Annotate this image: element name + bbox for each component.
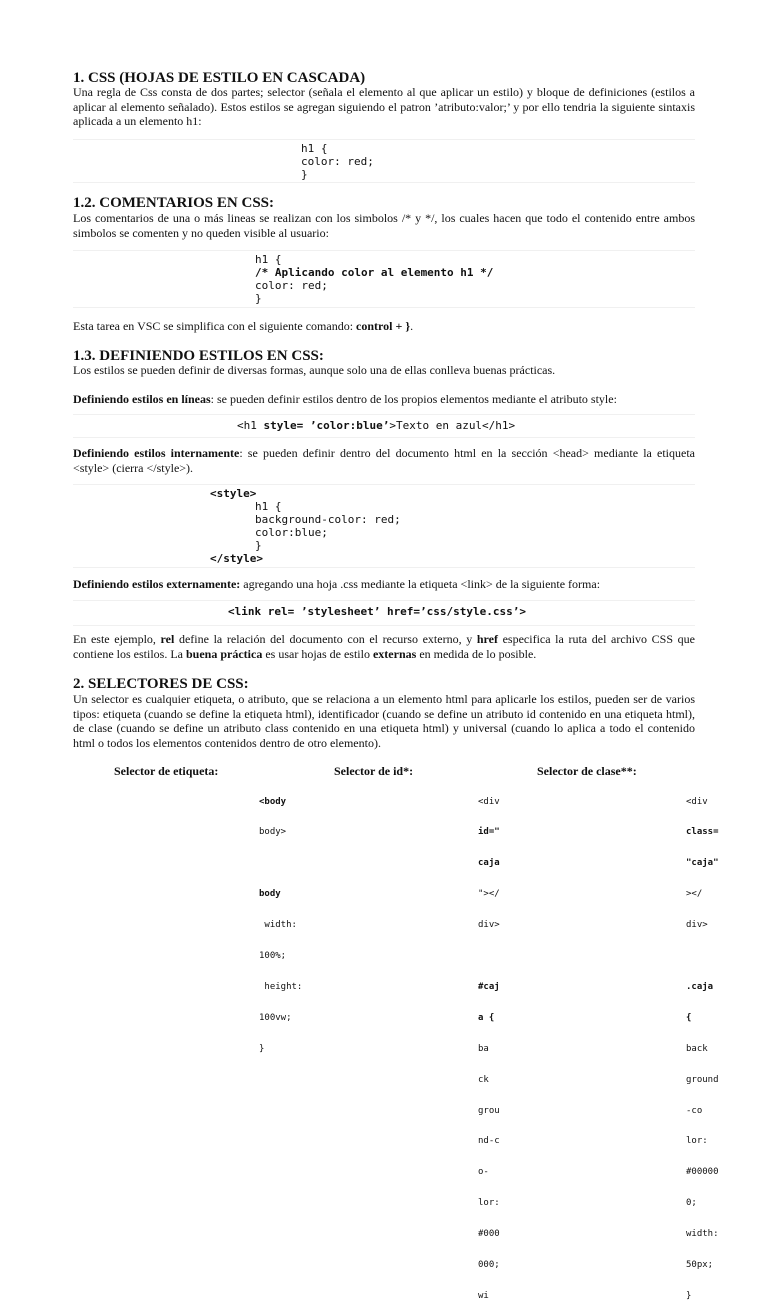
- code-line: [237, 420, 515, 433]
- code-column-id: [478, 776, 500, 1311]
- shortcut-text: control + }: [356, 319, 411, 333]
- bold-text: rel: [160, 632, 175, 646]
- code-line: class=: [686, 827, 719, 838]
- paragraph-internal-styles: [73, 446, 695, 475]
- code-line: }: [255, 292, 262, 305]
- code-line: ground: [686, 1074, 719, 1085]
- code-line: a {: [478, 1012, 495, 1023]
- bold-label: Definiendo estilos internamente: [73, 446, 240, 460]
- code-line: [478, 951, 500, 961]
- code-line: }: [301, 168, 308, 181]
- code-line: <div: [478, 796, 500, 807]
- selector-class-title: Selector de clase**:: [537, 764, 637, 778]
- text: es usar hojas de estilo: [262, 646, 373, 661]
- code-bold: style= ’color:blue’: [263, 419, 390, 432]
- section-title-comments: 1.2. COMENTARIOS EN CSS:: [73, 195, 274, 211]
- code-line: body: [259, 889, 281, 900]
- code-line: }: [255, 539, 262, 552]
- paragraph-vsc-shortcut: [73, 319, 695, 334]
- text: .: [410, 319, 414, 333]
- section-title-selectors: 2. SELECTORES DE CSS:: [73, 676, 249, 692]
- text: especifica la ruta del archivo CSS que contiene los estilos. La: [73, 632, 695, 661]
- code-line: background-color: red;: [255, 513, 401, 526]
- paragraph-inline-styles: [73, 392, 695, 407]
- code-line: ba: [478, 1043, 489, 1054]
- section-title-defining-styles: 1.3. DEFINIENDO ESTILOS EN CSS:: [73, 348, 324, 364]
- code-line: color:blue;: [255, 526, 328, 539]
- code-line: 50px;: [686, 1259, 714, 1270]
- code-line: 000;: [478, 1259, 500, 1270]
- code-line: o-: [478, 1167, 489, 1178]
- text: : se pueden definir dentro del documento html en la sección <head> mediante la etiqueta <style> (cierra </style>).: [73, 446, 695, 475]
- code-line: }: [259, 1043, 265, 1054]
- paragraph-external-styles: [73, 577, 695, 592]
- code-line: <style>: [210, 487, 257, 500]
- code-line: #caj: [478, 981, 500, 992]
- text: En este ejemplo,: [73, 632, 161, 646]
- code-line: {: [686, 1012, 692, 1023]
- text: agregando una hoja .css mediante la etiqueta <link> de la siguiente forma:: [240, 577, 601, 591]
- code-line: "></: [478, 889, 500, 900]
- paragraph-defining-intro: Los estilos se pueden definir de diversas formas, aunque solo una de ellas conlleva buenas prácticas.: [73, 363, 556, 377]
- code-column-tag: [259, 776, 302, 1064]
- code-line: height:: [259, 981, 303, 992]
- code-line: .caja: [686, 981, 714, 992]
- code-line: -co: [686, 1105, 703, 1116]
- code-line: #000: [478, 1229, 500, 1240]
- code-line: h1 {: [301, 142, 328, 155]
- code-block-internal: [73, 484, 695, 568]
- code-line: id=": [478, 827, 500, 838]
- code-line: <div: [686, 796, 708, 807]
- code-line: width:: [259, 920, 297, 931]
- code-line: ></: [686, 889, 703, 900]
- paragraph-selectors: Un selector es cualquier etiqueta, o atributo, que se relaciona a un elemento html para aplicarle los estilos, pueden ser de varios tipos: etiqueta (cuando se define la etiqueta html), identificador (cuando se define un atributo id contenido en una etiqueta html), de clase (cuando se define un atributo class contenido en una etiqueta html) y universal (cuando lo aplica a todo el contenido html o todos los elementos contenidos dentro de otro elemento).: [73, 692, 695, 750]
- code-column-class: [686, 776, 719, 1311]
- code-block-h1: [73, 139, 695, 183]
- code-line: width:: [686, 1229, 719, 1240]
- code-line: 100vw;: [259, 1012, 292, 1023]
- code-line: nd-c: [478, 1136, 500, 1147]
- paragraph-comments: Los comentarios de una o más lineas se realizan con los simbolos /* y */, los cuales hacen que todo el contenido entre ambos simbolos se comenten y no queden visible al usuario:: [73, 211, 695, 240]
- bold-text: externas: [372, 646, 417, 661]
- code-block-external: [73, 600, 695, 626]
- code-line: </style>: [210, 552, 263, 565]
- text: Esta tarea en VSC se simplifica con el siguiente comando:: [73, 319, 357, 333]
- selector-tag-title: Selector de etiqueta:: [114, 764, 219, 778]
- code-line: color: red;: [255, 279, 328, 292]
- code-text: >Texto en azul</h1>: [389, 419, 516, 432]
- code-line: div>: [686, 920, 708, 931]
- section-title-css: 1. CSS (HOJAS DE ESTILO EN CASCADA): [73, 70, 366, 86]
- text: define la relación del documento con el recurso externo, y: [174, 632, 477, 646]
- code-line: grou: [478, 1105, 500, 1116]
- bold-text: buena práctica: [185, 646, 263, 661]
- bold-label: Definiendo estilos en líneas: [73, 392, 211, 406]
- code-line: color: red;: [301, 155, 374, 168]
- code-text: <h1: [237, 419, 264, 432]
- code-line: body>: [259, 827, 287, 838]
- code-line: <body: [259, 796, 287, 807]
- code-line: 0;: [686, 1198, 697, 1209]
- code-line: ck: [478, 1074, 489, 1085]
- selector-id-title: Selector de id*:: [334, 764, 414, 778]
- code-line: 100%;: [259, 951, 287, 962]
- code-line: <link rel= ’stylesheet’ href=’css/style.css’>: [228, 605, 527, 618]
- code-line: [686, 951, 719, 961]
- code-line: h1 {: [255, 500, 282, 513]
- code-line: back: [686, 1043, 708, 1054]
- code-line: [259, 858, 302, 868]
- bold-label: Definiendo estilos externamente:: [73, 577, 241, 591]
- code-line: lor:: [478, 1198, 500, 1209]
- code-line: "caja": [686, 858, 719, 869]
- code-block-inline: [73, 414, 695, 438]
- code-line: }: [686, 1290, 692, 1301]
- code-line: wi: [478, 1290, 489, 1301]
- text: en medida de lo posible.: [416, 646, 537, 661]
- code-comment-line: /* Aplicando color al elemento h1 */: [255, 266, 494, 279]
- code-line: h1 {: [255, 253, 282, 266]
- paragraph-css-rule: Una regla de Css consta de dos partes; selector (señala el elemento al que aplicar un estilo) y bloque de definiciones (estilos a aplicar al elemento señalado). Estos estilos se agregan siguiendo el patron ’atributo:valor;’ y por ello tendria la siguiente sintaxis aplicada a un elemento h1:: [73, 85, 695, 128]
- paragraph-external-explanation: [73, 632, 695, 661]
- code-line: #00000: [686, 1167, 719, 1178]
- code-line: lor:: [686, 1136, 708, 1147]
- text: : se pueden definir estilos dentro de los propios elementos mediante el atributo style:: [210, 392, 617, 406]
- code-line: caja: [478, 858, 500, 869]
- code-block-comment: [73, 250, 695, 308]
- bold-text: href: [476, 632, 498, 646]
- code-line: div>: [478, 920, 500, 931]
